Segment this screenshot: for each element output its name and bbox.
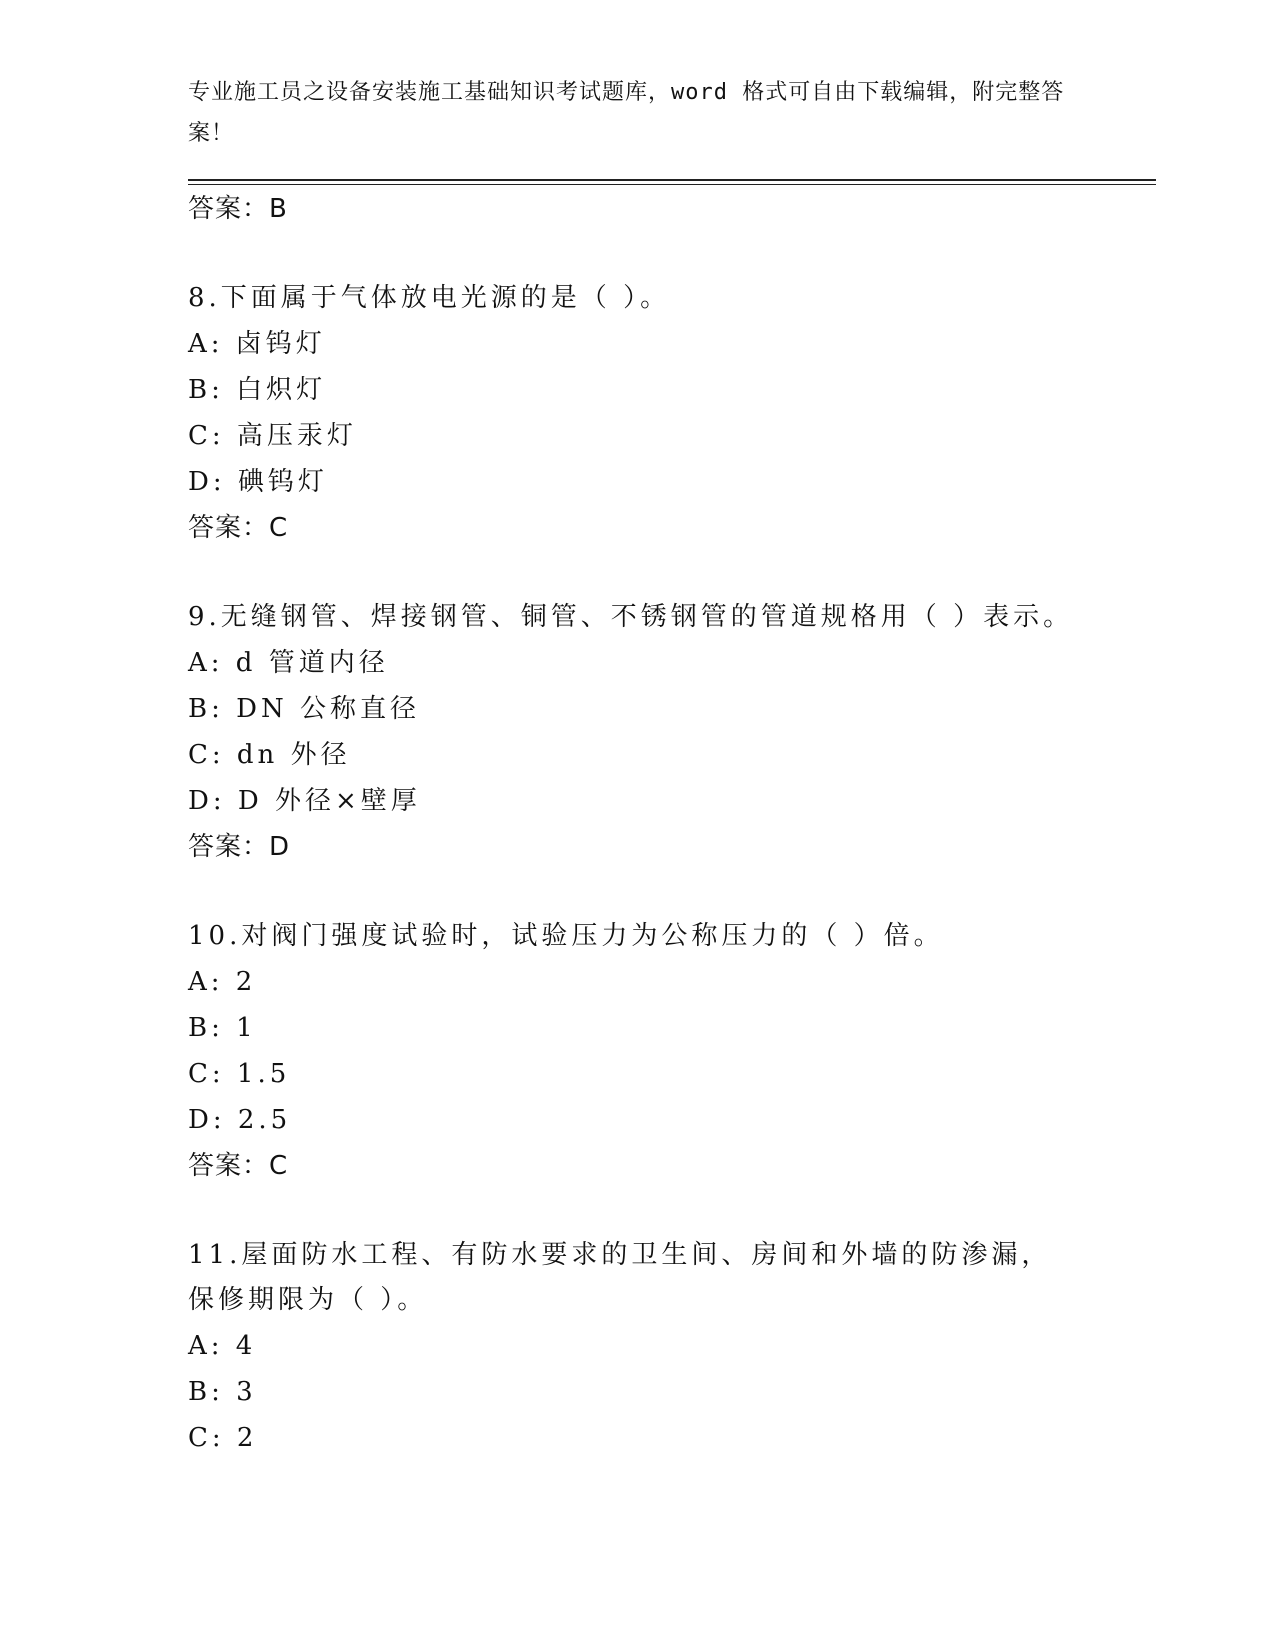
header-rule-thick — [188, 179, 1156, 181]
question-9 — [188, 595, 1088, 870]
option-c: C: dn 外径 — [188, 740, 351, 770]
option-b: B: 3 — [188, 1377, 257, 1407]
answer-line: 答案：D — [188, 832, 291, 862]
answer-line: 答案：C — [188, 513, 289, 543]
answer-line: 答案：B — [188, 194, 288, 224]
option-c: C: 高压汞灯 — [188, 421, 357, 451]
question-stem: 9.无缝钢管、焊接钢管、铜管、不锈钢管的管道规格用（ ）表示。 — [188, 602, 1074, 632]
option-a: A: d 管道内径 — [188, 648, 389, 678]
option-c: C: 2 — [188, 1423, 258, 1453]
option-a: A: 4 — [188, 1331, 257, 1361]
option-c: C: 1.5 — [188, 1059, 291, 1089]
question-8 — [188, 276, 1088, 551]
question-stem: 11.屋面防水工程、有防水要求的卫生间、房间和外墙的防渗漏，保修期限为（ ）。 — [188, 1240, 1052, 1315]
option-d: D: 碘钨灯 — [188, 467, 328, 497]
answer-line: 答案：C — [188, 1151, 289, 1181]
question-stem: 10.对阀门强度试验时，试验压力为公称压力的（ ）倍。 — [188, 921, 944, 951]
question-content — [188, 188, 1088, 1461]
option-d: D: D 外径×壁厚 — [188, 786, 421, 816]
option-a: A: 卤钨灯 — [188, 329, 326, 359]
option-b: B: DN 公称直径 — [188, 694, 420, 724]
question-10 — [188, 914, 1088, 1189]
option-b: B: 1 — [188, 1013, 257, 1043]
option-d: D: 2.5 — [188, 1105, 292, 1135]
question-11 — [188, 1233, 1088, 1461]
option-b: B: 白炽灯 — [188, 375, 327, 405]
option-a: A: 2 — [188, 967, 257, 997]
header-rule-thin — [188, 184, 1156, 185]
document-header: 专业施工员之设备安装施工基础知识考试题库，word 格式可自由下载编辑，附完整答案！ — [188, 80, 1065, 146]
question-stem: 8.下面属于气体放电光源的是（ ）。 — [188, 283, 671, 313]
